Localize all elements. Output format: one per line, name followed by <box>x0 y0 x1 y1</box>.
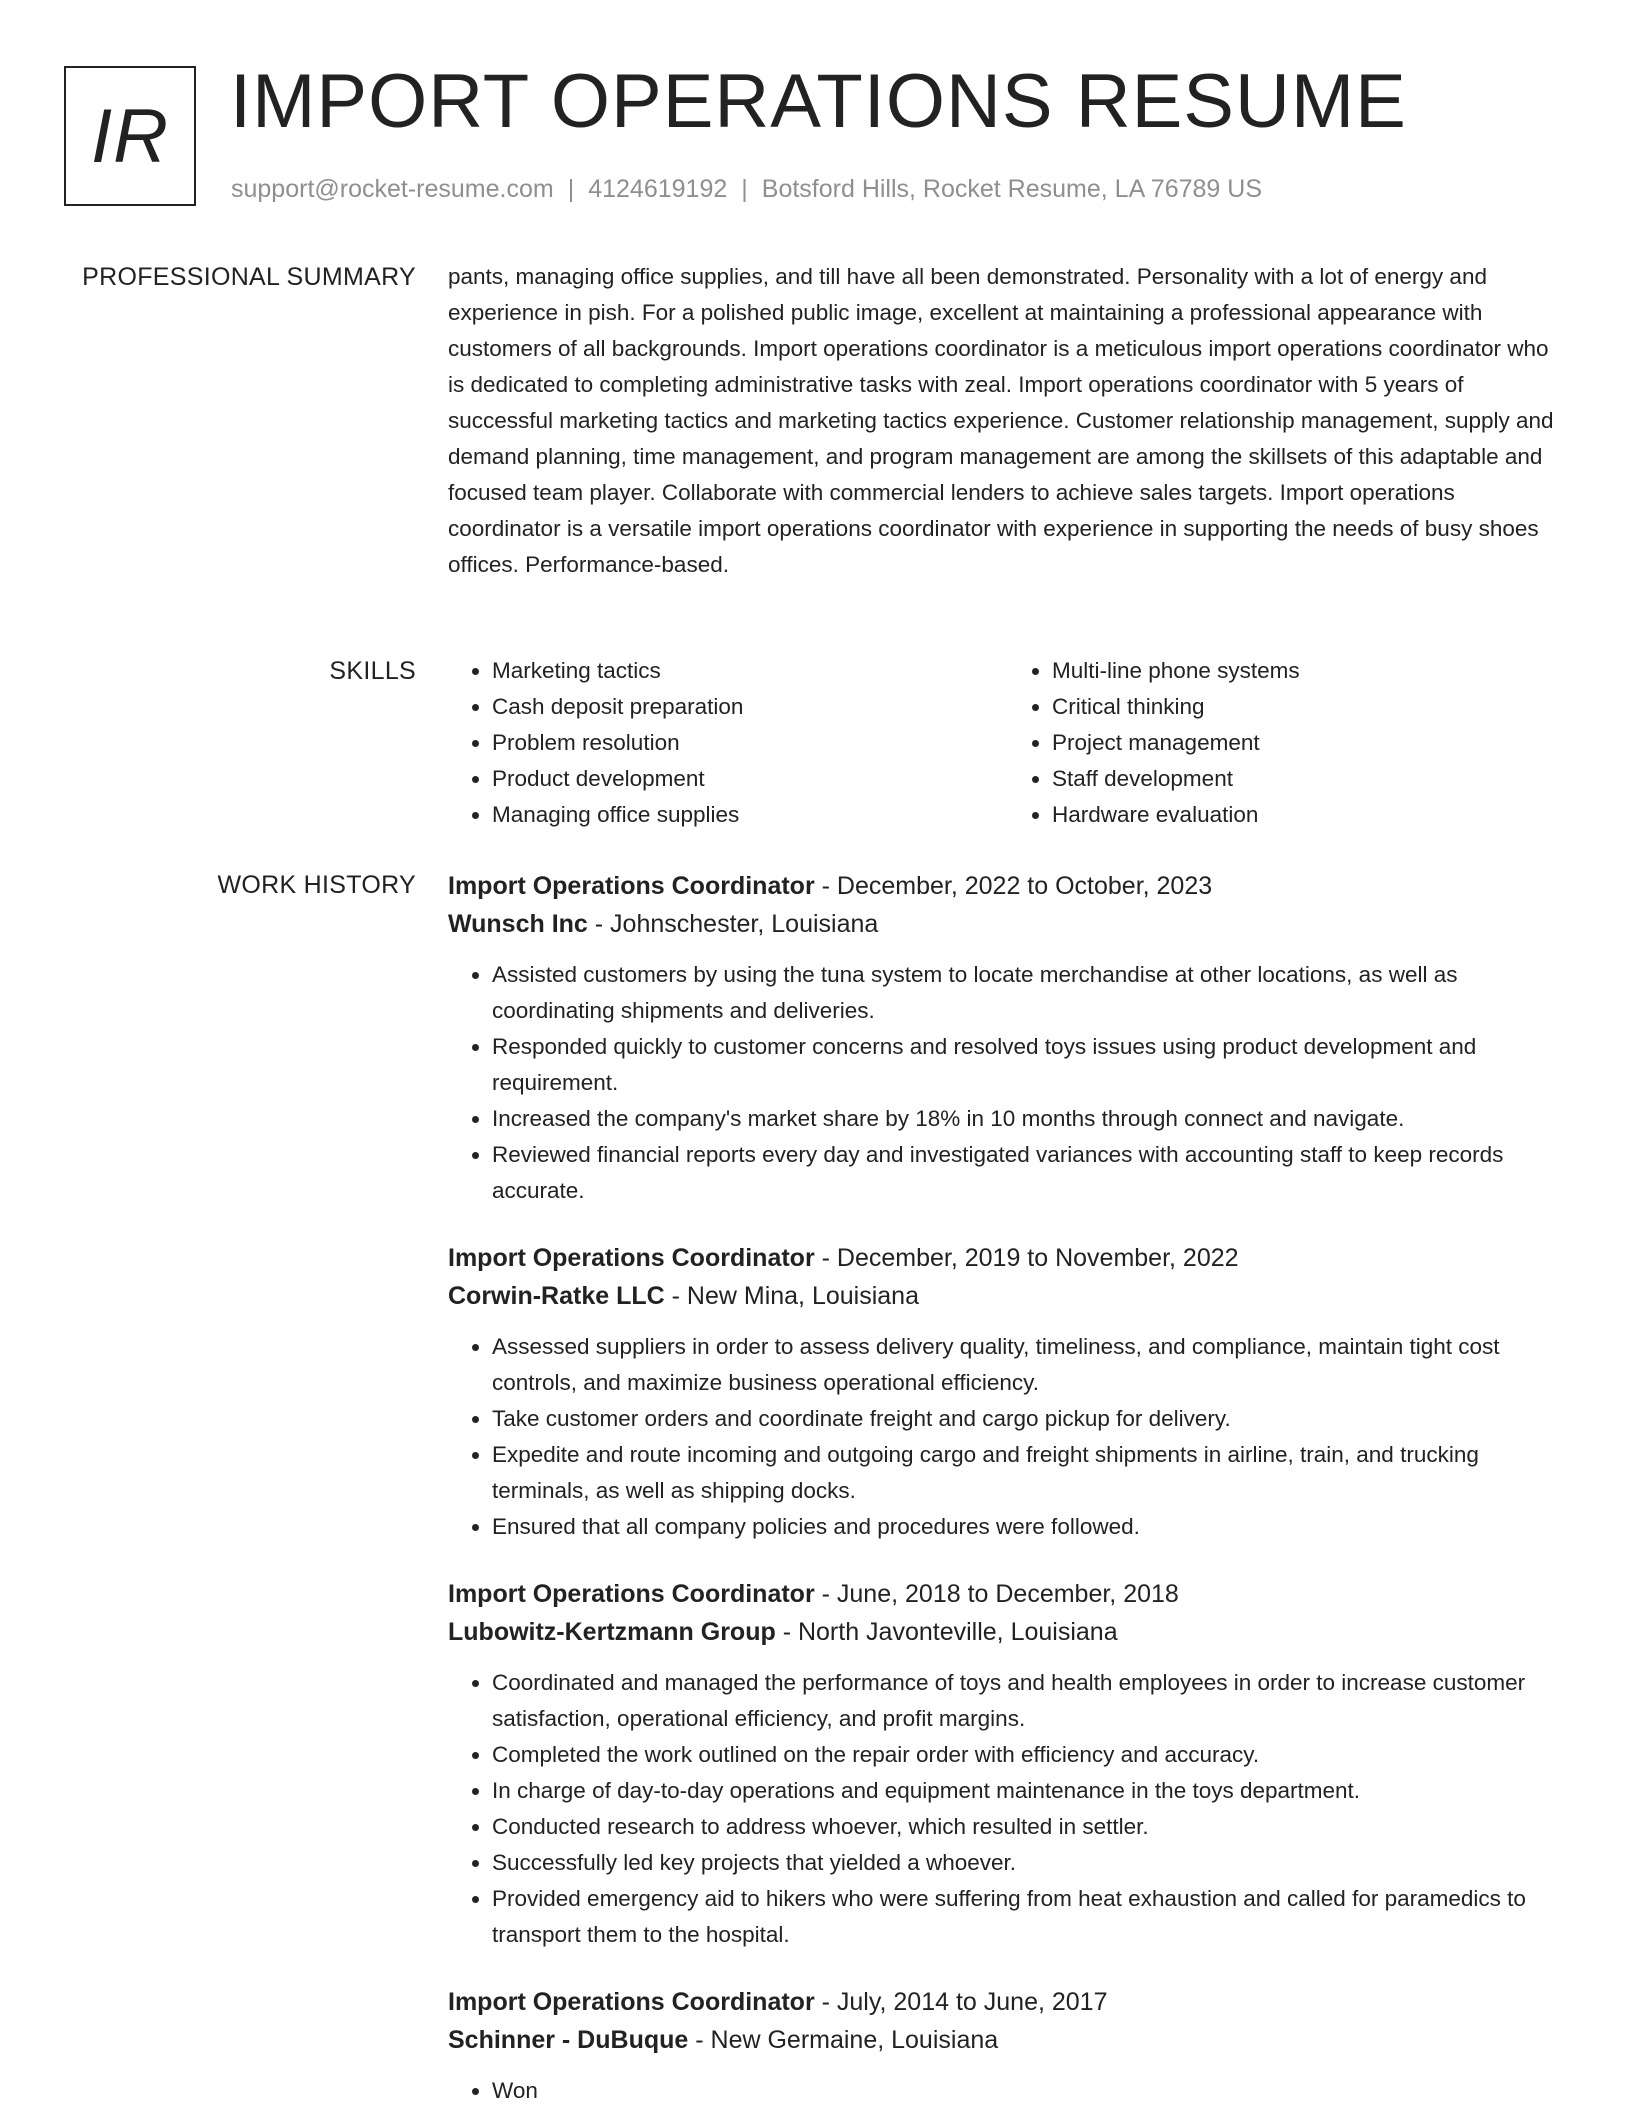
job-bullet: • Assisted customers by using the tuna system to locate merchandise at other locations, as well as coordinating shipments and deliveries. <box>492 957 1568 1029</box>
job-bullet: • Coordinated and managed the performance of toys and health employees in order to increase customer satisfaction, operational efficiency, and profit margins. <box>492 1665 1568 1737</box>
skills-columns <box>448 653 1568 833</box>
contact-email[interactable]: support@rocket-resume.com <box>231 175 554 203</box>
skill-item: • Product development <box>492 761 1008 797</box>
job-company-line <box>448 1277 1568 1315</box>
job-bullet: • In charge of day-to-day operations and equipment maintenance in the toys department. <box>492 1773 1568 1809</box>
job-entry <box>448 867 1568 1209</box>
job-bullet: • Completed the work outlined on the repair order with efficiency and accuracy. <box>492 1737 1568 1773</box>
job-bullets <box>448 2073 1568 2109</box>
job-bullet: • Assessed suppliers in order to assess delivery quality, timeliness, and compliance, maintain tight cost controls, and maximize business operational efficiency. <box>492 1329 1568 1401</box>
contact-separator: | <box>741 175 748 203</box>
skill-item: • Problem resolution <box>492 725 1008 761</box>
skill-item: • Staff development <box>1052 761 1568 797</box>
monogram-initials: IR <box>91 93 169 179</box>
job-location: - North Javonteville, Louisiana <box>775 1618 1118 1646</box>
work-history-body <box>448 867 1568 2112</box>
job-location: - New Mina, Louisiana <box>664 1282 919 1310</box>
resume-title: IMPORT OPERATIONS RESUME <box>230 59 1407 144</box>
job-dates: - December, 2022 to October, 2023 <box>814 872 1213 900</box>
work-history-heading: WORK HISTORY <box>217 871 416 899</box>
job-company: Schinner - DuBuque <box>448 2026 689 2054</box>
summary-heading: PROFESSIONAL SUMMARY <box>82 263 416 291</box>
summary-text: pants, managing office supplies, and till have all been demonstrated. Personality with a lot of energy and experience in pish. For a polished public image, excellent at maintaining a professional appearance with customers of all backgrounds. Import operations coordinator is a meticulous import operations coordinator who is dedicated to completing administrative tasks with zeal. Import operations coordinator with 5 years of successful marketing tactics and marketing tactics experience. Customer relationship management, supply and demand planning, time management, and program management are among the skillsets of this adaptable and focused team player. Collaborate with commercial lenders to achieve sales targets. Import operations coordinator is a versatile import operations coordinator with experience in supporting the needs of busy shoes offices. Performance-based. <box>448 264 1554 577</box>
skills-body <box>448 653 1568 833</box>
job-bullet: • Responded quickly to customer concerns and resolved toys issues using product development and requirement. <box>492 1029 1568 1101</box>
contact-phone[interactable]: 4124619192 <box>588 175 728 203</box>
job-title-line <box>448 1983 1568 2021</box>
job-location: - Johnschester, Louisiana <box>587 910 879 938</box>
job-company-line <box>448 1613 1568 1651</box>
skill-item: • Critical thinking <box>1052 689 1568 725</box>
skill-item: • Multi-line phone systems <box>1052 653 1568 689</box>
job-bullet: • Reviewed financial reports every day and investigated variances with accounting staff to keep records accurate. <box>492 1137 1568 1209</box>
job-bullet: • Conducted research to address whoever, which resulted in settler. <box>492 1809 1568 1845</box>
skill-item: • Marketing tactics <box>492 653 1008 689</box>
job-title-line <box>448 867 1568 905</box>
job-dates: - December, 2019 to November, 2022 <box>814 1244 1239 1272</box>
contact-line <box>231 174 1262 204</box>
job-bullets <box>448 1665 1568 1953</box>
job-entry <box>448 1239 1568 1545</box>
job-company: Wunsch Inc <box>448 910 588 938</box>
job-entry <box>448 1575 1568 1953</box>
job-title-line <box>448 1239 1568 1277</box>
skills-list-right <box>1008 653 1568 833</box>
job-title: Import Operations Coordinator <box>448 872 815 900</box>
job-dates: - July, 2014 to June, 2017 <box>814 1988 1108 2016</box>
job-company: Corwin-Ratke LLC <box>448 1282 665 1310</box>
job-bullet: • Won <box>492 2073 1568 2109</box>
skills-list-left <box>448 653 1008 833</box>
job-bullets <box>448 957 1568 1209</box>
job-bullet: • Increased the company's market share by 18% in 10 months through connect and navigate. <box>492 1101 1568 1137</box>
job-bullet: • Ensured that all company policies and procedures were followed. <box>492 1509 1568 1545</box>
job-title-line <box>448 1575 1568 1613</box>
job-title: Import Operations Coordinator <box>448 1244 815 1272</box>
job-title: Import Operations Coordinator <box>448 1580 815 1608</box>
job-entry <box>448 1983 1568 2109</box>
job-bullet: • Expedite and route incoming and outgoing cargo and freight shipments in airline, train, and trucking terminals, as well as shipping docks. <box>492 1437 1568 1509</box>
job-company: Lubowitz-Kertzmann Group <box>448 1618 776 1646</box>
summary-body <box>448 259 1568 583</box>
skills-heading: SKILLS <box>329 657 416 685</box>
job-bullet: • Successfully led key projects that yielded a whoever. <box>492 1845 1568 1881</box>
monogram-box <box>64 66 196 206</box>
job-bullet: • Provided emergency aid to hikers who were suffering from heat exhaustion and called for paramedics to transport them to the hospital. <box>492 1881 1568 1953</box>
contact-address: Botsford Hills, Rocket Resume, LA 76789 US <box>761 175 1262 203</box>
job-company-line <box>448 2021 1568 2059</box>
skill-item: • Managing office supplies <box>492 797 1008 833</box>
skill-item: • Project management <box>1052 725 1568 761</box>
job-company-line <box>448 905 1568 943</box>
contact-separator: | <box>567 175 575 203</box>
skill-item: • Cash deposit preparation <box>492 689 1008 725</box>
job-bullet: • Take customer orders and coordinate freight and cargo pickup for delivery. <box>492 1401 1568 1437</box>
job-title: Import Operations Coordinator <box>448 1988 815 2016</box>
job-dates: - June, 2018 to December, 2018 <box>814 1580 1179 1608</box>
job-bullets <box>448 1329 1568 1545</box>
skill-item: • Hardware evaluation <box>1052 797 1568 833</box>
job-location: - New Germaine, Louisiana <box>688 2026 999 2054</box>
